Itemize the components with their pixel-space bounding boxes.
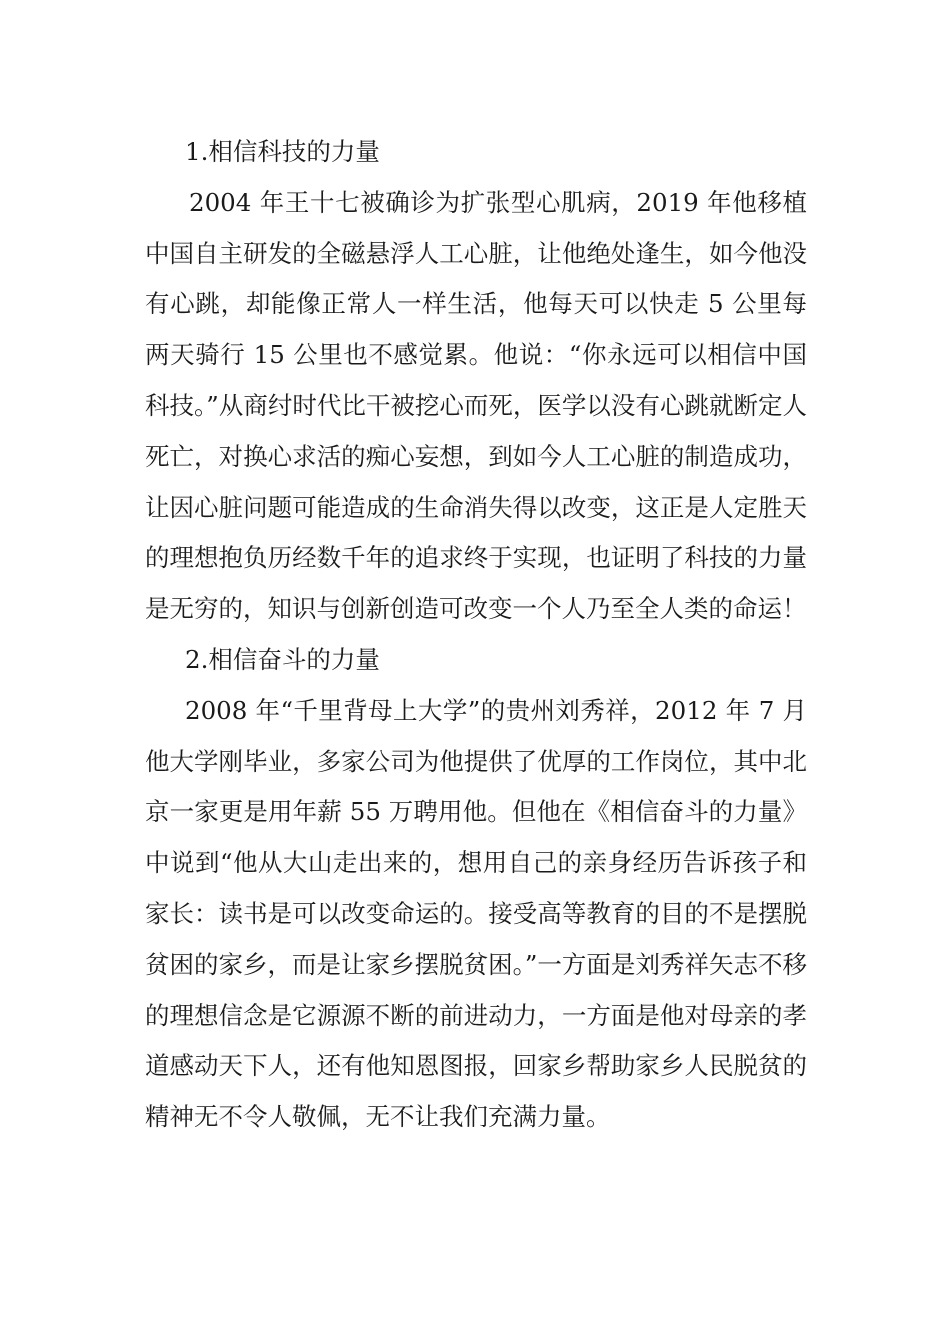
- section-1-paragraph: 2004 年王十七被确诊为扩张型心肌病，2019 年他移植中国自主研发的全磁悬浮人工心脏，让他绝处逢生，如今他没有心跳，却能像正常人一样生活，他每天可以快走 5 公里每两天骑行 15 公里也不感觉累。他说：“你永远可以相信中国科技。”从商纣时代比干被挖心而死，医学以没有心跳就断定人死亡，对换心求活的痴心妄想，到如今人工心脏的制造成功，让因心脏问题可能造成的生命消失得以改变，这正是人定胜天的理想抱负历经数千年的追求终于实现，也证明了科技的力量是无穷的，知识与创新创造可改变一个人乃至全人类的命运！: [145, 187, 807, 624]
- section-2-heading: 2.相信奋斗的力量: [185, 644, 380, 674]
- section-2-paragraph: 2008 年“千里背母上大学”的贵州刘秀祥，2012 年 7 月他大学刚毕业，多家公司为他提供了优厚的工作岗位，其中北京一家更是用年薪 55 万聘用他。但他在《相信奋斗的力量》中说到“他从大山走出来的，想用自己的亲身经历告诉孩子和家长：读书是可以改变命运的。接受高等教育的目的不是摆脱贫困的家乡，而是让家乡摆脱贫困。”一方面是刘秀祥矢志不移的理想信念是它源源不断的前进动力，一方面是他对母亲的孝道感动天下人，还有他知恩图报，回家乡帮助家乡人民脱贫的精神无不令人敬佩，无不让我们充满力量。: [145, 695, 807, 1132]
- document-body: [145, 127, 807, 1143]
- section-1-heading: 1.相信科技的力量: [185, 137, 380, 166]
